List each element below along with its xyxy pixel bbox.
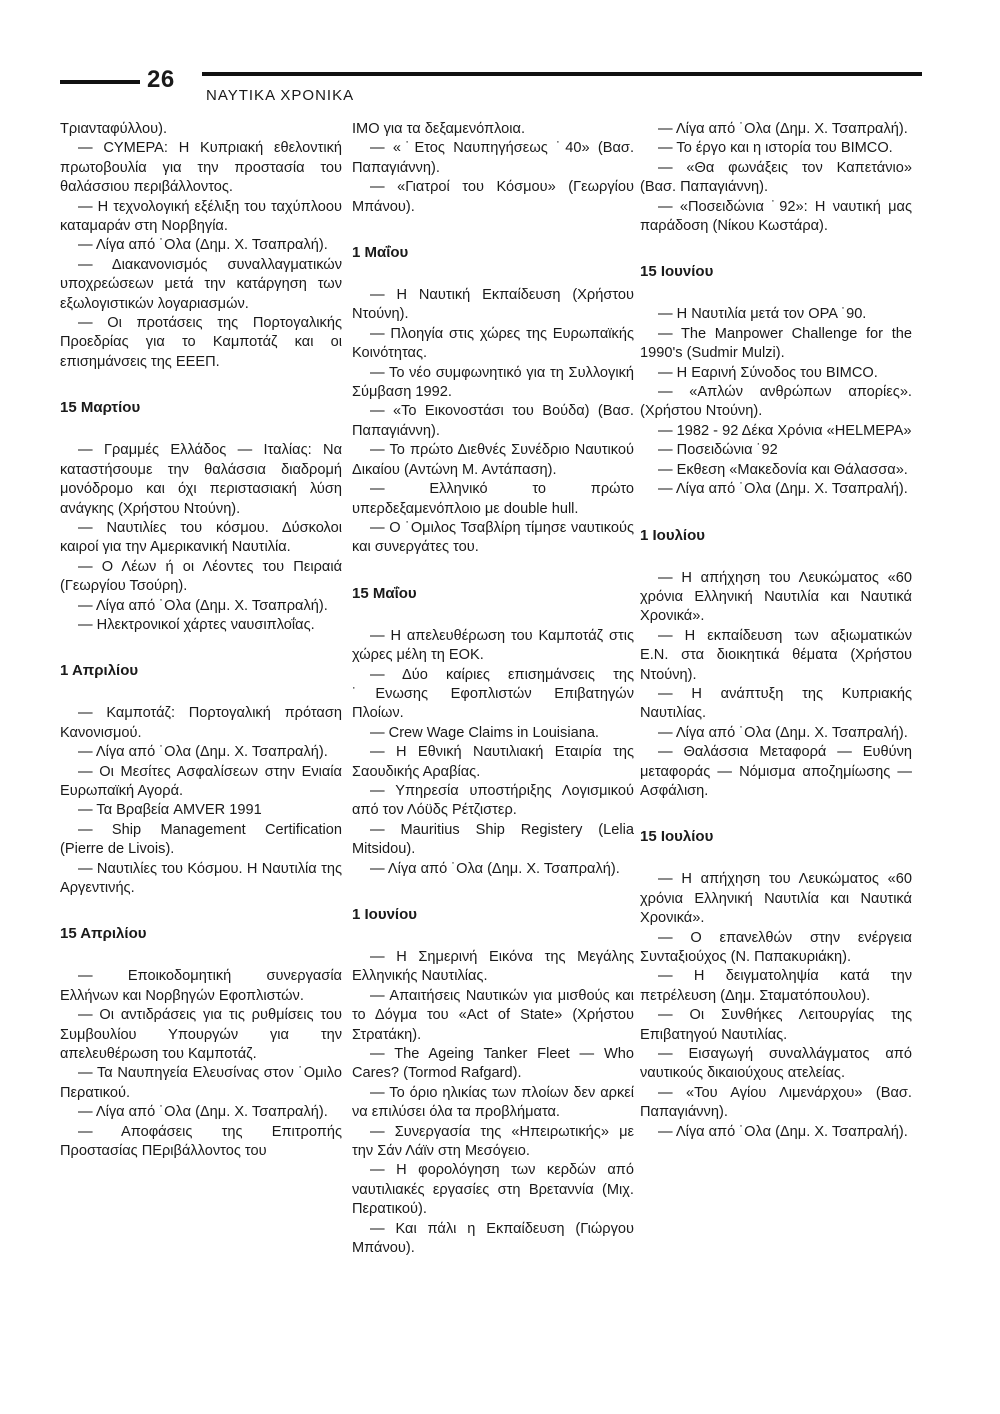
list-item: — Δύο καίριες επισημάνσεις της ˙Ενωσης Εφοπλιστών Επιβατηγών Πλοίων. [352, 666, 634, 722]
list-item: — Η απήχηση του Λευκώματος «60 χρόνια Ελληνική Ναυτιλία και Ναυτικά Χρονικά». [640, 569, 912, 625]
list-item: — «Ποσειδώνια ˙92»: Η ναυτική μας παράδοση (Νίκου Κωστάρα). [640, 198, 912, 235]
list-item: — Η τεχνολογική εξέλιξη του ταχύπλοου καταμαράν στη Νορβηγία. [60, 198, 342, 235]
list-item: — Η Εαρινή Σύνοδος του BIMCO. [658, 364, 878, 381]
header-rule-left [60, 80, 140, 84]
list-item: — Ηλεκτρονικοί χάρτες ναυσιπλοΐας. [78, 616, 315, 633]
issue-date-heading: 15 Ιουλίου [640, 828, 714, 846]
list-item: — Το όριο ηλικίας των πλοίων δεν αρκεί να επιλύσει όλα τα προβλήματα. [352, 1084, 634, 1121]
list-item: IMO για τα δεξαμενόπλοια. [352, 121, 526, 137]
list-item: — Διακανονισμός συναλλαγματικών υποχρεώσεων μετά την κατάργηση των εξωλογιστικών λογαριασμών. [60, 256, 342, 312]
list-item: — Και πάλι η Εκπαίδευση (Γιώργου Μπάνου). [352, 1220, 634, 1257]
list-item: — «Το Εικονοστάσι του Βούδα) (Βασ. Παπαγιάννη). [352, 403, 634, 439]
list-item: — Ποσειδώνια ˙92 [658, 442, 778, 459]
list-item: — Καμποτάζ: Πορτογαλική πρόταση Κανονισμού. [60, 705, 342, 741]
issue-date-heading: 1 Ιουλίου [640, 526, 705, 544]
column-2 [352, 120, 634, 1259]
issue-date-heading: 1 Μαΐου [352, 244, 409, 262]
list-item: — Λίγα από ˙Ολα (Δημ. Χ. Τσαπραλή). [78, 1104, 328, 1121]
list-item: — Λίγα από ˙Ολα (Δημ. Χ. Τσαπραλή). [658, 121, 908, 137]
issue-date-heading: 15 Μαρτίου [60, 399, 141, 417]
list-item: — Η δειγματοληψία κατά την πετρέλευση (Δημ. Σταματόπουλου). [640, 968, 912, 1004]
list-item: — Ναυτιλίες του κόσμου. Δύσκολοι καιροί για την Αμερικανική Ναυτιλία. [60, 519, 342, 556]
issue-date-heading: 15 Μαΐου [352, 584, 417, 602]
list-item: — Ο ˙Ομιλος Τσαβλίρη τίμησε ναυτικούς και συνεργάτες του. [352, 519, 634, 556]
column-1 [60, 120, 342, 1161]
list-item: — Ναυτιλίες του Κόσμου. Η Ναυτιλία της Αργεντινής. [60, 860, 342, 896]
list-item: — «Θα φωνάξεις τον Καπετάνιο» (Βασ. Παπαγιάννη). [640, 159, 912, 196]
list-item: — Η απελευθέρωση του Καμποτάζ στις χώρες μέλη τη ΕΟΚ. [352, 627, 634, 664]
issue-date-heading: 15 Απριλίου [60, 925, 147, 943]
issue-date-heading: 1 Ιουνίου [352, 906, 417, 923]
list-item: Τριανταφύλλου). [60, 121, 168, 137]
list-item: — Η Ναυτιλία μετά τον ΟΡΑ ˙90. [658, 306, 867, 323]
issue-date-heading: 1 Απριλίου [60, 662, 139, 680]
list-item: — Πλοηγία στις χώρες της Ευρωπαϊκής Κοινότητας. [352, 325, 634, 362]
list-item: — Η Ναυτική Εκπαίδευση (Χρήστου Ντούνη). [352, 287, 634, 323]
list-item: — Το έργο και η ιστορία του BIMCO. [658, 140, 893, 157]
list-item: — Λίγα από ˙Ολα (Δημ. Χ. Τσαπραλή). [658, 724, 908, 741]
list-item: — Λίγα από ˙Ολα (Δημ. Χ. Τσαπραλή). [78, 597, 328, 614]
list-item: — Εποικοδομητική συνεργασία Ελλήνων και Νορβηγών Εφοπλιστών. [60, 968, 342, 1004]
list-item: — Αποφάσεις της Επιτροπής Προστασίας ΠΕριβάλλοντος του [60, 1123, 342, 1160]
list-item: — Λίγα από ˙Ολα (Δημ. Χ. Τσαπραλή). [658, 1123, 908, 1140]
list-item: — Ο επανελθών στην ενέργεια Συνταξιούχος (Ν. Παπακυριάκη). [640, 929, 912, 965]
list-item: — Crew Wage Claims in Louisiana. [370, 724, 599, 741]
list-item: — Ελληνικό το πρώτο υπερδεξαμενόπλοιο με double hull. [352, 481, 634, 517]
list-item: — Εκθεση «Μακεδονία και Θάλασσα». [658, 461, 908, 478]
list-item: — Υπηρεσία υποστήριξης Λογισμικού από τον Λόϋδς Ρέτζιστερ. [352, 782, 634, 819]
list-item: — Λίγα από ˙Ολα (Δημ. Χ. Τσαπραλή). [78, 237, 328, 254]
list-item: — «Γιατροί του Κόσμου» (Γεωργίου Μπάνου). [352, 179, 634, 215]
list-item: — Η Εθνική Ναυτιλιακή Εταιρία της Σαουδικής Αραβίας. [352, 744, 634, 780]
list-item: — Ο Λέων ή οι Λέοντες του Πειραιά (Γεωργίου Τσούρη). [60, 558, 342, 595]
list-item: — Τα Βραβεία AMVER 1991 [78, 802, 262, 819]
list-item: — Οι Μεσίτες Ασφαλίσεων στην Ενιαία Ευρωπαϊκή Αγορά. [60, 763, 342, 799]
list-item: — Θαλάσσια Μεταφορά — Ευθύνη μεταφοράς — Νόμισμα αποζημίωσης — Ασφάλιση. [640, 744, 912, 799]
list-item: — Η φορολόγηση των κερδών από ναυτιλιακές εργασίες στη Βρεταννία (Μιχ. Περατικού). [352, 1162, 634, 1218]
list-item: — Το νέο συμφωνητικό για τη Συλλογική Σύμβαση 1992. [352, 364, 634, 401]
list-item: — Το πρώτο Διεθνές Συνέδριο Ναυτικού Δικαίου (Αντώνη Μ. Αντάπαση). [352, 442, 634, 478]
list-item: — Οι αντιδράσεις για τις ρυθμίσεις του Συμβουλίου Υπουργών για την απελευθέρωση του Καμποτάζ. [60, 1007, 342, 1063]
list-item: — Τα Ναυπηγεία Ελευσίνας στον ˙Ομιλο Περατικού. [60, 1065, 342, 1101]
list-item: — Η Σημερινή Εικόνα της Μεγάλης Ελληνικής Ναυτιλίας. [352, 949, 634, 985]
list-item: — Γραμμές Ελλάδος — Ιταλίας: Να καταστήσουμε την θαλάσσια διαδρομή μονόδρομο και όχι περιστασιακή λύση ανάγκης (Χρήστου Ντούνη). [60, 442, 342, 517]
list-item: — «Απλών ανθρώπων απορίες». (Χρήστου Ντούνη). [640, 384, 912, 420]
magazine-title: ΝΑΥΤΙΚΑ ΧΡΟΝΙΚΑ [206, 87, 355, 104]
list-item: — Λίγα από ˙Ολα (Δημ. Χ. Τσαπραλή). [658, 481, 908, 498]
header-rule-right [202, 72, 922, 76]
list-item: — Mauritius Ship Registery (Lelia Mitsidou). [352, 821, 634, 858]
list-item: — Συνεργασία της «Ηπειρωτικής» με την Σάν Λάϊν στη Μεσόγειο. [352, 1123, 634, 1160]
list-item: — «Του Αγίου Λιμενάρχου» (Βασ. Παπαγιάννη). [640, 1084, 912, 1121]
list-item: — Εισαγωγή συναλλάγματος από ναυτικούς δικαιούχους ατελείας. [640, 1046, 912, 1082]
list-item: — 1982 - 92 Δέκα Χρόνια «HELMEPA» [658, 422, 912, 439]
list-item: — Ship Management Certification (Pierre de Livois). [60, 821, 342, 858]
list-item: — Οι προτάσεις της Πορτογαλικής Προεδρίας για το Καμποτάζ και οι επισημάνσεις της ΕΕΕΠ. [60, 315, 342, 370]
column-3 [640, 120, 912, 1142]
page-number: 26 [147, 66, 175, 93]
list-item: — «˙Ετος Ναυπηγήσεως ˙40» (Βασ. Παπαγιάννη). [352, 140, 634, 176]
list-item: — Απαιτήσεις Ναυτικών για μισθούς και το Δόγμα του «Act of State» (Χρήστου Στρατάκη). [352, 987, 634, 1043]
list-item: — Η απήχηση του Λευκώματος «60 χρόνια Ελληνική Ναυτιλία και Ναυτικά Χρονικά». [640, 871, 912, 927]
list-item: — The Ageing Tanker Fleet — Who Cares? (Tormod Rafgard). [352, 1046, 634, 1082]
list-item: — Λίγα από ˙Ολα (Δημ. Χ. Τσαπραλή). [370, 860, 620, 877]
list-item: — Η ανάπτυξη της Κυπριακής Ναυτιλίας. [640, 685, 912, 722]
list-item: — Οι Συνθήκες Λειτουργίας της Επιβατηγού Ναυτιλίας. [640, 1007, 912, 1043]
list-item: — Λίγα από ˙Ολα (Δημ. Χ. Τσαπραλή). [78, 744, 328, 761]
list-item: — The Manpower Challenge for the 1990's (Sudmir Mulzi). [640, 325, 912, 362]
list-item: — Η εκπαίδευση των αξιωματικών Ε.Ν. στα διοικητικά θέματα (Χρήστου Ντούνη). [640, 627, 912, 683]
issue-date-heading: 15 Ιουνίου [640, 263, 714, 281]
list-item: — CYMEPA: H Κυπριακή εθελοντική πρωτοβουλία για την προστασία του θαλάσσιου περιβάλλοντος. [60, 140, 342, 196]
